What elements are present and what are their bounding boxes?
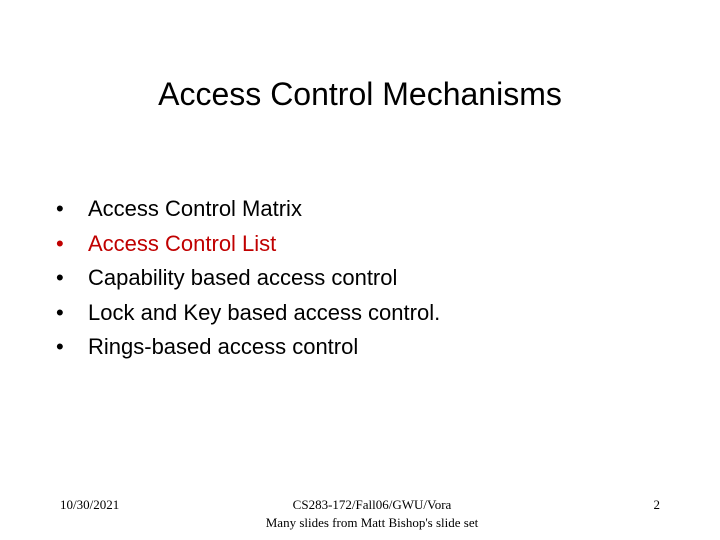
bullet-item-access-control-list bbox=[56, 227, 440, 262]
bullet-list bbox=[56, 192, 440, 365]
footer-date: 10/30/2021 bbox=[60, 497, 120, 512]
footer-course-line: CS283-172/Fall06/GWU/Vora bbox=[292, 497, 452, 512]
bullet-text: Rings-based access control bbox=[88, 334, 359, 359]
bullet-text-highlighted: Access Control List bbox=[88, 230, 277, 256]
bullet-dot-icon: • bbox=[56, 265, 64, 290]
bullet-dot-icon: • bbox=[56, 299, 64, 325]
bullet-dot-icon: • bbox=[56, 230, 64, 256]
footer-credit-line: Many slides from Matt Bishop's slide set bbox=[265, 515, 479, 530]
bullet-item-capability-based bbox=[56, 261, 440, 296]
bullet-text: Lock and Key based access control. bbox=[88, 299, 441, 325]
slide-title: Access Control Mechanisms bbox=[158, 76, 562, 112]
page-number: 2 bbox=[653, 497, 660, 512]
bullet-dot-icon: • bbox=[56, 334, 64, 359]
footer-course-info bbox=[200, 496, 544, 532]
bullet-text: Access Control Matrix bbox=[88, 196, 302, 221]
bullet-item-rings-based bbox=[56, 330, 440, 365]
bullet-dot-icon: • bbox=[56, 196, 64, 221]
bullet-item-lock-and-key bbox=[56, 296, 440, 331]
bullet-text: Capability based access control bbox=[88, 265, 398, 290]
bullet-item-access-control-matrix bbox=[56, 192, 440, 227]
